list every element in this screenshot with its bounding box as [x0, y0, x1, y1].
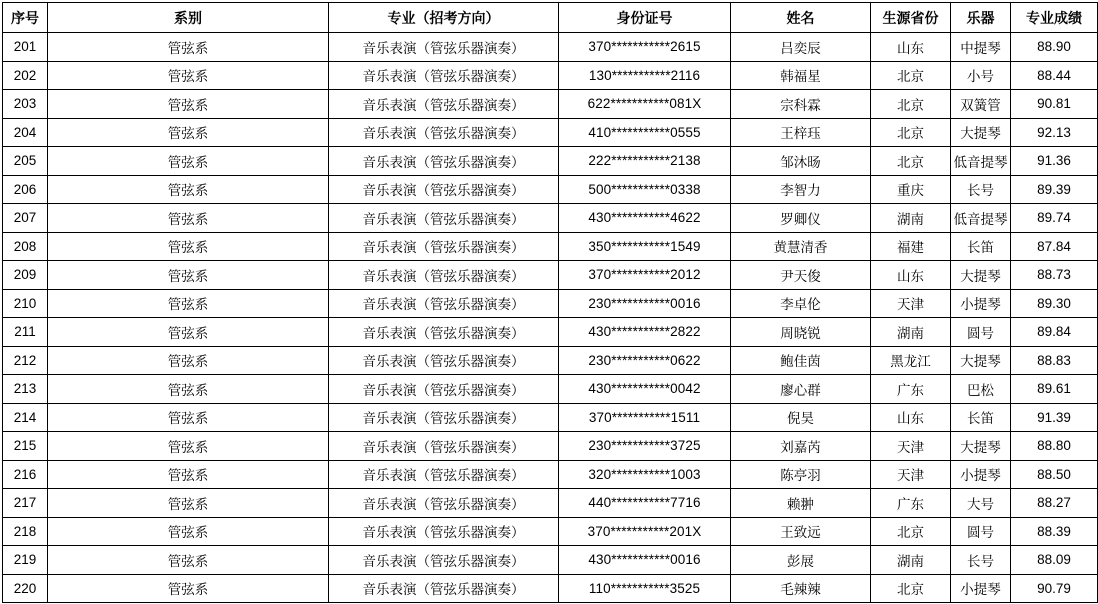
cell-major: 音乐表演（管弦乐器演奏） — [329, 118, 559, 147]
cell-name: 倪昊 — [731, 403, 871, 432]
cell-instrument: 大提琴 — [951, 432, 1011, 461]
table-row — [3, 546, 1098, 575]
header-cell-province: 生源省份 — [871, 3, 951, 33]
table-row — [3, 90, 1098, 119]
cell-province: 北京 — [871, 147, 951, 176]
table-row — [3, 489, 1098, 518]
table-row — [3, 61, 1098, 90]
cell-score: 88.73 — [1011, 261, 1098, 290]
cell-instrument: 长号 — [951, 175, 1011, 204]
cell-major: 音乐表演（管弦乐器演奏） — [329, 489, 559, 518]
cell-instrument: 小提琴 — [951, 574, 1011, 603]
cell-id-number: 430***********0016 — [559, 546, 731, 575]
cell-major: 音乐表演（管弦乐器演奏） — [329, 375, 559, 404]
cell-score: 88.80 — [1011, 432, 1098, 461]
cell-dept: 管弦系 — [48, 175, 329, 204]
cell-province: 广东 — [871, 375, 951, 404]
table-row — [3, 517, 1098, 546]
cell-province: 北京 — [871, 90, 951, 119]
cell-no: 207 — [3, 204, 48, 233]
cell-name: 李卓伦 — [731, 289, 871, 318]
cell-dept: 管弦系 — [48, 232, 329, 261]
header-cell-major: 专业（招考方向） — [329, 3, 559, 33]
score-table-container — [2, 2, 1098, 603]
cell-score: 88.50 — [1011, 460, 1098, 489]
cell-score: 88.83 — [1011, 346, 1098, 375]
table-row — [3, 175, 1098, 204]
cell-dept: 管弦系 — [48, 90, 329, 119]
cell-score: 89.84 — [1011, 318, 1098, 347]
cell-province: 黑龙江 — [871, 346, 951, 375]
cell-instrument: 中提琴 — [951, 33, 1011, 62]
cell-no: 201 — [3, 33, 48, 62]
cell-id-number: 110***********3525 — [559, 574, 731, 603]
cell-province: 北京 — [871, 61, 951, 90]
cell-dept: 管弦系 — [48, 546, 329, 575]
header-cell-id: 身份证号 — [559, 3, 731, 33]
cell-no: 213 — [3, 375, 48, 404]
cell-id-number: 440***********7716 — [559, 489, 731, 518]
cell-score: 89.30 — [1011, 289, 1098, 318]
cell-name: 赖翀 — [731, 489, 871, 518]
cell-name: 刘嘉芮 — [731, 432, 871, 461]
cell-id-number: 350***********1549 — [559, 232, 731, 261]
cell-id-number: 222***********2138 — [559, 147, 731, 176]
cell-major: 音乐表演（管弦乐器演奏） — [329, 289, 559, 318]
cell-dept: 管弦系 — [48, 375, 329, 404]
cell-id-number: 370***********201X — [559, 517, 731, 546]
cell-instrument: 大提琴 — [951, 261, 1011, 290]
cell-dept: 管弦系 — [48, 460, 329, 489]
cell-name: 宗科霖 — [731, 90, 871, 119]
cell-id-number: 430***********0042 — [559, 375, 731, 404]
cell-id-number: 230***********0622 — [559, 346, 731, 375]
cell-province: 福建 — [871, 232, 951, 261]
cell-no: 206 — [3, 175, 48, 204]
cell-major: 音乐表演（管弦乐器演奏） — [329, 147, 559, 176]
cell-province: 天津 — [871, 289, 951, 318]
cell-province: 山东 — [871, 261, 951, 290]
table-row — [3, 118, 1098, 147]
cell-name: 黄慧清香 — [731, 232, 871, 261]
cell-score: 89.74 — [1011, 204, 1098, 233]
cell-no: 205 — [3, 147, 48, 176]
cell-id-number: 410***********0555 — [559, 118, 731, 147]
cell-dept: 管弦系 — [48, 289, 329, 318]
cell-id-number: 430***********2822 — [559, 318, 731, 347]
cell-dept: 管弦系 — [48, 346, 329, 375]
cell-no: 219 — [3, 546, 48, 575]
cell-id-number: 130***********2116 — [559, 61, 731, 90]
cell-instrument: 大提琴 — [951, 346, 1011, 375]
table-row — [3, 261, 1098, 290]
table-row — [3, 204, 1098, 233]
cell-major: 音乐表演（管弦乐器演奏） — [329, 175, 559, 204]
cell-name: 周晓锐 — [731, 318, 871, 347]
cell-instrument: 低音提琴 — [951, 147, 1011, 176]
cell-no: 214 — [3, 403, 48, 432]
cell-name: 毛辣辣 — [731, 574, 871, 603]
table-row — [3, 289, 1098, 318]
cell-no: 215 — [3, 432, 48, 461]
cell-province: 山东 — [871, 33, 951, 62]
cell-no: 216 — [3, 460, 48, 489]
cell-no: 210 — [3, 289, 48, 318]
header-cell-score: 专业成绩 — [1011, 3, 1098, 33]
cell-major: 音乐表演（管弦乐器演奏） — [329, 204, 559, 233]
cell-province: 天津 — [871, 460, 951, 489]
cell-dept: 管弦系 — [48, 403, 329, 432]
cell-name: 王梓珏 — [731, 118, 871, 147]
cell-province: 天津 — [871, 432, 951, 461]
cell-no: 217 — [3, 489, 48, 518]
cell-id-number: 622***********081X — [559, 90, 731, 119]
cell-dept: 管弦系 — [48, 204, 329, 233]
cell-score: 88.27 — [1011, 489, 1098, 518]
cell-id-number: 370***********2012 — [559, 261, 731, 290]
cell-score: 88.09 — [1011, 546, 1098, 575]
cell-dept: 管弦系 — [48, 147, 329, 176]
cell-instrument: 小提琴 — [951, 460, 1011, 489]
cell-id-number: 430***********4622 — [559, 204, 731, 233]
cell-instrument: 大提琴 — [951, 118, 1011, 147]
cell-major: 音乐表演（管弦乐器演奏） — [329, 232, 559, 261]
cell-instrument: 巴松 — [951, 375, 1011, 404]
table-row — [3, 147, 1098, 176]
cell-instrument: 长笛 — [951, 232, 1011, 261]
cell-id-number: 370***********1511 — [559, 403, 731, 432]
cell-score: 92.13 — [1011, 118, 1098, 147]
cell-score: 89.39 — [1011, 175, 1098, 204]
cell-no: 202 — [3, 61, 48, 90]
cell-instrument: 长笛 — [951, 403, 1011, 432]
cell-no: 208 — [3, 232, 48, 261]
cell-id-number: 370***********2615 — [559, 33, 731, 62]
cell-dept: 管弦系 — [48, 489, 329, 518]
header-cell-dept: 系别 — [48, 3, 329, 33]
cell-province: 北京 — [871, 118, 951, 147]
table-row — [3, 232, 1098, 261]
cell-major: 音乐表演（管弦乐器演奏） — [329, 403, 559, 432]
cell-score: 90.79 — [1011, 574, 1098, 603]
table-body — [3, 33, 1098, 603]
cell-name: 鲍佳茵 — [731, 346, 871, 375]
cell-id-number: 230***********3725 — [559, 432, 731, 461]
cell-province: 湖南 — [871, 318, 951, 347]
cell-name: 邹沐旸 — [731, 147, 871, 176]
cell-province: 北京 — [871, 517, 951, 546]
table-row — [3, 346, 1098, 375]
cell-id-number: 500***********0338 — [559, 175, 731, 204]
table-row — [3, 460, 1098, 489]
cell-province: 湖南 — [871, 546, 951, 575]
cell-major: 音乐表演（管弦乐器演奏） — [329, 261, 559, 290]
cell-instrument: 双簧管 — [951, 90, 1011, 119]
cell-score: 88.39 — [1011, 517, 1098, 546]
cell-instrument: 小提琴 — [951, 289, 1011, 318]
cell-name: 彭展 — [731, 546, 871, 575]
cell-score: 88.90 — [1011, 33, 1098, 62]
cell-score: 89.61 — [1011, 375, 1098, 404]
cell-major: 音乐表演（管弦乐器演奏） — [329, 346, 559, 375]
cell-name: 廖心群 — [731, 375, 871, 404]
cell-score: 87.84 — [1011, 232, 1098, 261]
cell-no: 218 — [3, 517, 48, 546]
cell-name: 尹天俊 — [731, 261, 871, 290]
cell-name: 王致远 — [731, 517, 871, 546]
table-row — [3, 33, 1098, 62]
cell-major: 音乐表演（管弦乐器演奏） — [329, 318, 559, 347]
cell-dept: 管弦系 — [48, 61, 329, 90]
cell-name: 罗卿仪 — [731, 204, 871, 233]
cell-instrument: 大号 — [951, 489, 1011, 518]
cell-province: 北京 — [871, 574, 951, 603]
cell-no: 220 — [3, 574, 48, 603]
cell-province: 广东 — [871, 489, 951, 518]
cell-score: 88.44 — [1011, 61, 1098, 90]
cell-province: 山东 — [871, 403, 951, 432]
cell-major: 音乐表演（管弦乐器演奏） — [329, 517, 559, 546]
cell-major: 音乐表演（管弦乐器演奏） — [329, 33, 559, 62]
cell-dept: 管弦系 — [48, 574, 329, 603]
header-row — [3, 3, 1098, 33]
cell-instrument: 低音提琴 — [951, 204, 1011, 233]
table-row — [3, 375, 1098, 404]
cell-province: 重庆 — [871, 175, 951, 204]
cell-no: 212 — [3, 346, 48, 375]
cell-instrument: 长号 — [951, 546, 1011, 575]
cell-instrument: 小号 — [951, 61, 1011, 90]
cell-major: 音乐表演（管弦乐器演奏） — [329, 574, 559, 603]
header-cell-name: 姓名 — [731, 3, 871, 33]
cell-major: 音乐表演（管弦乐器演奏） — [329, 460, 559, 489]
cell-instrument: 圆号 — [951, 517, 1011, 546]
cell-dept: 管弦系 — [48, 118, 329, 147]
table-row — [3, 318, 1098, 347]
cell-major: 音乐表演（管弦乐器演奏） — [329, 546, 559, 575]
cell-dept: 管弦系 — [48, 318, 329, 347]
cell-name: 韩福星 — [731, 61, 871, 90]
cell-no: 203 — [3, 90, 48, 119]
cell-dept: 管弦系 — [48, 33, 329, 62]
cell-score: 91.36 — [1011, 147, 1098, 176]
cell-name: 李智力 — [731, 175, 871, 204]
cell-dept: 管弦系 — [48, 432, 329, 461]
header-cell-no: 序号 — [3, 3, 48, 33]
cell-instrument: 圆号 — [951, 318, 1011, 347]
score-table — [2, 2, 1098, 603]
cell-id-number: 320***********1003 — [559, 460, 731, 489]
cell-major: 音乐表演（管弦乐器演奏） — [329, 61, 559, 90]
cell-no: 209 — [3, 261, 48, 290]
cell-no: 204 — [3, 118, 48, 147]
table-row — [3, 432, 1098, 461]
cell-major: 音乐表演（管弦乐器演奏） — [329, 432, 559, 461]
cell-score: 91.39 — [1011, 403, 1098, 432]
table-row — [3, 403, 1098, 432]
cell-dept: 管弦系 — [48, 261, 329, 290]
cell-name: 吕奕辰 — [731, 33, 871, 62]
header-cell-instrument: 乐器 — [951, 3, 1011, 33]
cell-province: 湖南 — [871, 204, 951, 233]
cell-dept: 管弦系 — [48, 517, 329, 546]
cell-no: 211 — [3, 318, 48, 347]
table-row — [3, 574, 1098, 603]
cell-major: 音乐表演（管弦乐器演奏） — [329, 90, 559, 119]
cell-score: 90.81 — [1011, 90, 1098, 119]
cell-name: 陈亭羽 — [731, 460, 871, 489]
cell-id-number: 230***********0016 — [559, 289, 731, 318]
